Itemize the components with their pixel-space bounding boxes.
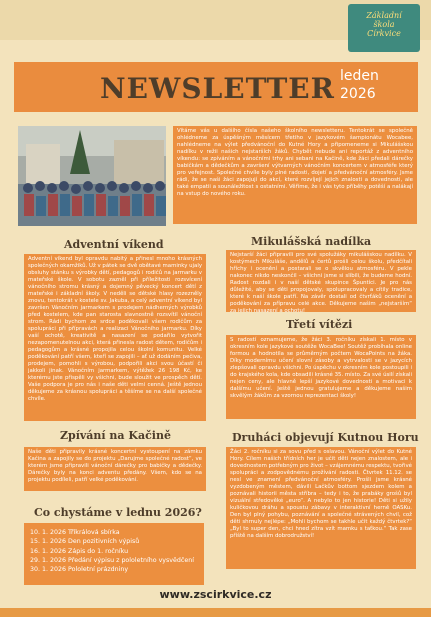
issue-year: 2026 [340, 86, 376, 102]
advent-text: Adventní víkend byl opravdu nabitý a přinesl mnoho krásných společných okamžiků. Už v pátek se dvě obětavé maminky ujaly obsluhy stánku s výrobky dětí, pedagogů i rodičů na jarmarku v mateřské škole. V sobotu zazněl při příležitosti rozsvícení vánočního stromu krásný a dojemný pěvecký koncert dětí z mateřské i základní školy. V neděli se dětské hlasy rozezněly znovu, tentokrát v kostele sv. Jakuba, a celý adventní víkend byl završen Vánočním jarmarkem s prodejem nádherných výrobků před kostelem, kde pan starosta slavnostně rozsvítil vánoční strom. Rádi bychom ze srdce poděkovali všem rodičům za spolupráci při přípravách a realizaci Vánočního jarmarku. Díky vaší ochotě, kreativitě a nasazení se podařilo vytvořit nezapomenutelnou akci, která přinesla radost dětem, rodičům i pedagogům a krásné propojila celou školní komunitu. Velké poděkování patří všem, kteří se zapojili – ať už dodáním pečiva, prodejem, pomohli s výrobou, podpořili akci svou účastí či jakkoli jinak. Vánočním jarmarkem, výtěžek 26 198 Kč, ke kterému jste přispěli vy všichni, bude sloužit ve prospěch dětí. Vaše podpora je pro nás i naše děti velmi cenná. Ještě jednou děkujeme za krásnou spolupráci a těšíme se na další společné chvíle. [28, 256, 203, 402]
plans-item: 10. 1. 2026 Tříkrálová sbírka [30, 529, 120, 536]
plans-item: 15. 1. 2026 Den pozitivních výpisů [30, 538, 140, 546]
group-photo [18, 126, 166, 226]
singing-heading: Zpívání na Kačině [60, 429, 171, 442]
plans-item: 30. 1. 2026 Pololetní prázdniny [30, 566, 129, 574]
page-title: NEWSLETTER [100, 72, 335, 105]
treti-text: S radostí oznamujeme, že žáci 3. ročníku získali 1. místo v okresním kole jazykové soutěže WocaBee! Soutěž probíhala online formou a hodnotila se průměrným počtem WocaPoints na žáka. Díky modernímu učení slovní zásoby a vytrvalosti se v jazycích zlepšovali opravdu všichni. Po úspěchu v okresním kole postoupili i do krajského kola, kde obsadili krásné 35. místo. Za své úsilí získali nejen ceny, ale hlavně lepší jazykové dovednosti a motivaci k dalšímu učení. Ještě jednou gratulujeme a děkujeme našim skvělým žákům za vzornou reprezentaci školy! [230, 337, 412, 399]
plans-item: 16. 1. 2026 Zápis do 1. ročníku [30, 547, 129, 555]
logo-line: škola [373, 20, 395, 29]
singing-text: Naše děti připravily krásné koncertní vystoupení na zámku Kačina a zapojily se do projektu „Darujme společné radost“, ve kterém jsme připravili vánoční dárečky pro babičky a dědečky. Dárečky byly na konci adventu předány. Všem, kdo se na projektu podíleli, patří velké poděkování. [28, 449, 202, 483]
bottom-band [0, 608, 431, 617]
plans-heading: Co chystáme v lednu 2026? [34, 506, 202, 519]
singing-box [24, 447, 206, 491]
plans-list [24, 523, 204, 585]
school-logo [348, 4, 420, 52]
advent-heading: Adventní víkend [64, 238, 164, 251]
intro-box [173, 126, 417, 224]
intro-text: Vítáme vás u dalšího čísla našeho školního newsletteru. Tentokrát se společně ohlédneme za úspěšným měsícem třetiho v jazykovém šampionátu Wocabee, nahlédneme na výlet předvánoční do Kutné Hory a připomeneme si Mikulášskou nadílku v režii našich nejstarších žáků. Chybět nebude ani reportáž z adventního víkendu: se zpíváním a vánočními trhy ani sebani na Kačině, kde žáci předali dárečky babičkám a dědečkům a završení výtvarných vánočním koncertem v atmosféře který pro veřejnost. Společné chvíle byly plné radosti, dojetí a předvánoční atmosféry. Jsme rádi, že se naši žáci zapojují do akcí, které rozvíjejí jejich znalosti a dovednosti, ale také empatii a sounáležitost s ostatními. Věříme, že i vás tyto příběhy potěší a nalákají na vstup do nového roku. [177, 128, 413, 197]
website-link[interactable]: www.zscirkvice.cz [159, 588, 272, 601]
mikulas-text: Nejstarší žáci připravili pro své spolužáky mikulášskou nadílku. V kostýmech Mikuláše, andělů a čertů prošli celou školu, předčítali hříchy i ocenění a postarali se o skvělou atmosféru. V pekle nakonec nikdo neskončil – všichni jsme si slíbili, že budeme hodní. Radost rozdali i v naší dětské skupince Špuntíci. Je pro nás důležité, aby se děti propojovaly, spolupracovaly a cítily tradice, které k naší škole patří. Na závěr dostali od čtvrťáků ocenění a poděkování za přípravu celé akce. Děkujeme našim „nejstarším“ za jejich nasazení a ochotu! [230, 252, 412, 312]
logo-line: Základní [366, 11, 402, 20]
plans-item: 29. 1. 2026 Předání výpisu z pololetního vysvědčení [30, 556, 194, 564]
advent-box [24, 254, 206, 421]
kutna-text: Žáci 2. ročníku si za sovu před s oslavou. Vánoční výlet do Kutné Hory. Cílem našich třídních her je učit děti nejen znalostem, ale i dovednostem potřebným pro život – vzájemnému respektu, tvořivé spolupráci a zodpovědnému prožívání radosti. Čtvrtek 11.12. se nesl ve znamení předvánoční atmosféry. Prošli jsme krásné vyzdobeným městem, dávili Lačkův bottom sjezdem kolem a poznávali historii města stříbra – tedy i to, že prabáky grošů byl vizuální středověké „euro“. A nebylo to jen historie! Děti si užily kuličkovou dráhu a spoustu zábavy v interaktivní herně OASKu. Den byl plný pohybu, poznávání a společné strávených chvil, což děti shrnuly nejlépe: „Mohli bychom se takhle učit každý čtvrtek?“ „Byl to super den, chci hned zítra vzít mamku s taťkou.“ Tak zase příště na dalším dobrodružství! [230, 449, 412, 539]
treti-heading: Třetí vítězi [286, 318, 353, 331]
issue-month: leden [340, 68, 379, 84]
treti-box [226, 335, 416, 419]
mikulas-box [226, 250, 416, 312]
logo-line: Církvice [367, 29, 401, 38]
mikulas-heading: Mikulášská nadílka [251, 235, 372, 248]
kutna-heading: Druháci objevují Kutnou Horu [232, 431, 419, 444]
kutna-box [226, 447, 416, 569]
